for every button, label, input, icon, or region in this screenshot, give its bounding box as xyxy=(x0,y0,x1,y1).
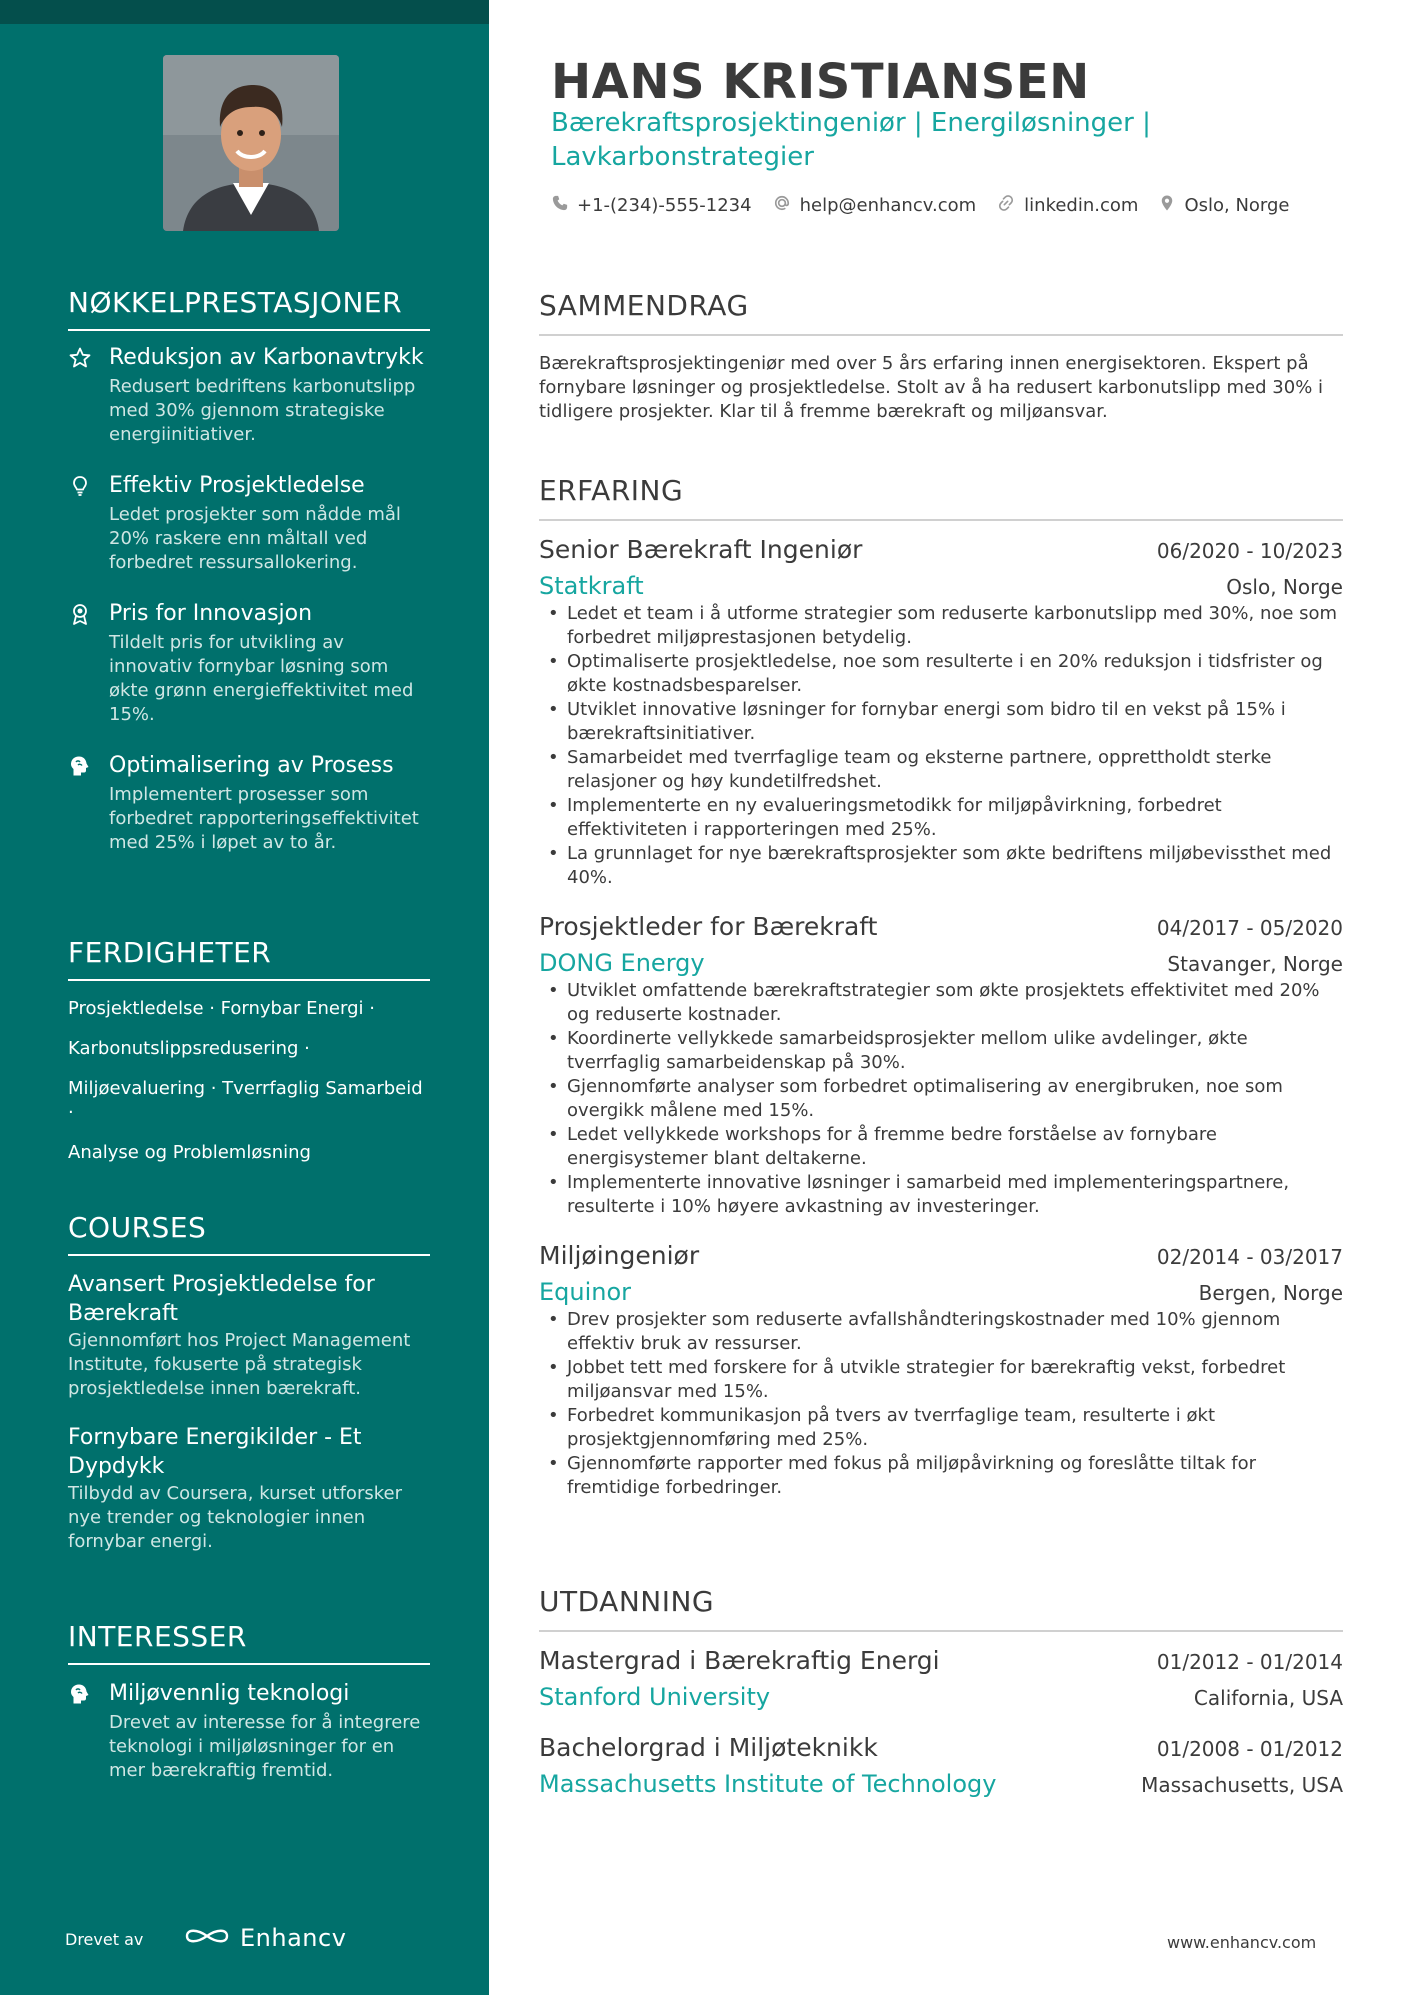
summary-heading: SAMMENDRAG xyxy=(539,289,1343,336)
contact-email[interactable] xyxy=(772,193,977,218)
achievement-title: Optimalisering av Prosess xyxy=(109,753,394,778)
school-location: Massachusetts, USA xyxy=(1141,1773,1343,1797)
job-entry xyxy=(539,1241,1343,1500)
job-bullets xyxy=(539,1308,1343,1500)
course-description: Gjennomført hos Project Management Institute, fokuserte på strategisk prosjektledelse innen bærekraft. xyxy=(68,1330,411,1399)
job-bullet: • Utviklet innovative løsninger for fornybar energi som bidro til en vekst på 15% i bærekraftsinitiativer. xyxy=(539,698,1343,746)
company-name: Equinor xyxy=(539,1278,632,1306)
achievement-item xyxy=(68,751,430,855)
job-bullet: • Ledet et team i å utforme strategier som reduserte karbonutslipp med 30%, noe som forbedret miljøprestasjonen betydelig. xyxy=(539,602,1343,650)
job-bullet: • Implementerte innovative løsninger i samarbeid med implementeringspartnere, resulterte i 10% høyere avkastning av investeringer. xyxy=(539,1171,1343,1219)
experience-heading: ERFARING xyxy=(539,474,1343,521)
job-bullet: • Koordinerte vellykkede samarbeidsprosjekter mellom ulike avdelinger, økte tverrfaglig samarbeidenskap på 30%. xyxy=(539,1027,1343,1075)
job-bullet: • Gjennomførte rapporter med fokus på miljøpåvirkning og foreslåtte tiltak for fremtidige forbedringer. xyxy=(539,1452,1343,1500)
job-dates: 06/2020 - 10/2023 xyxy=(1156,539,1343,563)
skills-heading: FERDIGHETER xyxy=(68,936,430,981)
profile-photo xyxy=(163,55,339,231)
job-bullet: • La grunnlaget for nye bærekraftsprosjekter som økte bedriftens miljøbevissthet med 40%. xyxy=(539,842,1343,890)
skills-line: Miljøevaluering · Tverrfaglig Samarbeid · xyxy=(68,1078,423,1123)
education-heading: UTDANNING xyxy=(539,1585,1343,1632)
course-title: Avansert Prosjektledelse for Bærekraft xyxy=(68,1272,375,1326)
interest-item xyxy=(68,1679,430,1783)
job-location: Bergen, Norge xyxy=(1198,1281,1343,1305)
experience-section xyxy=(539,474,1343,1500)
award-icon xyxy=(68,602,92,626)
sidebar xyxy=(0,0,489,1995)
interests-section xyxy=(68,1620,430,1807)
job-title: Senior Bærekraft Ingeniør xyxy=(539,535,863,564)
enhancv-logo-text: Enhancv xyxy=(240,1924,347,1952)
skills-line: Karbonutslippsredusering · xyxy=(68,1038,310,1059)
job-bullet: • Drev prosjekter som reduserte avfallshåndteringskostnader med 10% gjennom effektiv bruk av ressurser. xyxy=(539,1308,1343,1356)
sidebar-top-bar xyxy=(0,0,489,24)
job-bullets xyxy=(539,979,1343,1219)
degree-title: Mastergrad i Bærekraftig Energi xyxy=(539,1646,940,1675)
location-text: Oslo, Norge xyxy=(1184,195,1290,216)
job-bullet: • Optimaliserte prosjektledelse, noe som resulterte i en 20% reduksjon i tidsfrister og økte kostnadsbesparelser. xyxy=(539,650,1343,698)
brain-icon xyxy=(68,754,92,778)
contact-linkedin[interactable] xyxy=(996,193,1138,218)
enhancv-logo-icon xyxy=(184,1924,230,1952)
courses-section xyxy=(68,1211,430,1576)
achievements-heading: NØKKELPRESTASJONER xyxy=(68,286,430,331)
achievement-description: Tildelt pris for utvikling av innovativ fornybar løsning som økte grønn energieffektivitet med 15%. xyxy=(109,632,414,725)
education-dates: 01/2012 - 01/2014 xyxy=(1156,1650,1343,1674)
job-bullet: • Forbedret kommunikasjon på tvers av tverrfaglige team, resulterte i økt prosjektgjennomføring med 25%. xyxy=(539,1404,1343,1452)
interest-description: Drevet av interesse for å integrere teknologi i miljøløsninger for en mer bærekraftig fremtid. xyxy=(109,1712,421,1781)
course-title: Fornybare Energikilder - Et Dypdykk xyxy=(68,1425,362,1479)
education-entry xyxy=(539,1733,1343,1798)
at-icon xyxy=(772,193,792,218)
interest-title: Miljøvennlig teknologi xyxy=(109,1681,350,1706)
job-bullet: • Samarbeidet med tverrfaglige team og eksterne partnere, opprettholdt sterke relasjoner og høy kundetilfredshet. xyxy=(539,746,1343,794)
skills-line: Prosjektledelse · Fornybar Energi · xyxy=(68,998,375,1019)
achievements-section xyxy=(68,286,430,879)
achievement-item xyxy=(68,343,430,447)
course-description: Tilbydd av Coursera, kurset utforsker nye trender og teknologier innen fornybar energi. xyxy=(68,1483,402,1552)
job-location: Oslo, Norge xyxy=(1226,575,1343,599)
job-dates: 04/2017 - 05/2020 xyxy=(1156,916,1343,940)
candidate-tagline: Bærekraftsprosjektingeniør | Energiløsninger | Lavkarbonstrategier xyxy=(551,108,1151,172)
summary-section xyxy=(539,289,1343,424)
skills-line: Analyse og Problemløsning xyxy=(68,1142,311,1163)
achievement-title: Reduksjon av Karbonavtrykk xyxy=(109,345,424,370)
education-section xyxy=(539,1585,1343,1798)
education-dates: 01/2008 - 01/2012 xyxy=(1156,1737,1343,1761)
job-entry xyxy=(539,912,1343,1219)
enhancv-logo[interactable] xyxy=(184,1924,346,1952)
summary-text: Bærekraftsprosjektingeniør med over 5 års erfaring innen energisektoren. Ekspert på fornybare løsninger og prosjektledelse. Stolt av å ha redusert karbonutslipp med 30% i tidligere prosjekter. Klar til å fremme bærekraft og miljøansvar. xyxy=(539,353,1324,422)
interests-heading: INTERESSER xyxy=(68,1620,430,1665)
job-title: Miljøingeniør xyxy=(539,1241,700,1270)
job-bullet: • Implementerte en ny evalueringsmetodikk for miljøpåvirkning, forbedret effektiviteten i rapporteringen med 25%. xyxy=(539,794,1343,842)
star-icon xyxy=(68,346,92,370)
contact-location xyxy=(1158,193,1289,218)
job-bullet: • Ledet vellykkede workshops for å fremme bedre forståelse av fornybare energisystemer blant deltakerne. xyxy=(539,1123,1343,1171)
job-bullet: • Jobbet tett med forskere for å utvikle strategier for bærekraftig vekst, forbedret miljøansvar med 15%. xyxy=(539,1356,1343,1404)
contact-bar xyxy=(551,193,1290,218)
job-bullet: • Gjennomførte analyser som forbedret optimalisering av energibruken, noe som overgikk målene med 15%. xyxy=(539,1075,1343,1123)
linkedin-text: linkedin.com xyxy=(1024,195,1139,216)
education-entry xyxy=(539,1646,1343,1711)
school-name: Massachusetts Institute of Technology xyxy=(539,1770,997,1798)
job-dates: 02/2014 - 03/2017 xyxy=(1156,1245,1343,1269)
lightbulb-icon xyxy=(68,474,92,498)
courses-heading: COURSES xyxy=(68,1211,430,1256)
job-bullets xyxy=(539,602,1343,890)
achievement-item xyxy=(68,471,430,575)
achievement-description: Redusert bedriftens karbonutslipp med 30% gjennom strategiske energiinitiativer. xyxy=(109,376,416,445)
achievement-description: Implementert prosesser som forbedret rapporteringseffektivitet med 25% i løpet av to år. xyxy=(109,784,419,853)
achievement-item xyxy=(68,599,430,727)
school-name: Stanford University xyxy=(539,1683,771,1711)
job-entry xyxy=(539,535,1343,890)
contact-phone[interactable] xyxy=(551,193,752,218)
degree-title: Bachelorgrad i Miljøteknikk xyxy=(539,1733,878,1762)
link-icon xyxy=(996,193,1016,218)
location-pin-icon xyxy=(1158,193,1176,218)
phone-text: +1-(234)-555-1234 xyxy=(577,195,752,216)
job-location: Stavanger, Norge xyxy=(1167,952,1343,976)
company-name: Statkraft xyxy=(539,572,644,600)
job-bullet: • Utviklet omfattende bærekraftstrategier som økte prosjektets effektivitet med 20% og reduserte kostnader. xyxy=(539,979,1343,1027)
footer-url[interactable]: www.enhancv.com xyxy=(1167,1933,1317,1952)
brain-icon xyxy=(68,1682,92,1706)
skills-section xyxy=(68,936,430,1181)
phone-icon xyxy=(551,194,569,217)
job-title: Prosjektleder for Bærekraft xyxy=(539,912,878,941)
powered-by-label: Drevet av xyxy=(65,1930,144,1949)
candidate-name: HANS KRISTIANSEN xyxy=(551,54,1090,110)
school-location: California, USA xyxy=(1193,1686,1343,1710)
achievement-title: Pris for Innovasjon xyxy=(109,601,313,626)
email-text: help@enhancv.com xyxy=(799,195,977,216)
achievement-description: Ledet prosjekter som nådde mål 20% raskere enn måltall ved forbedret ressursallokering. xyxy=(109,504,401,573)
company-name: DONG Energy xyxy=(539,949,705,977)
achievement-title: Effektiv Prosjektledelse xyxy=(109,473,365,498)
